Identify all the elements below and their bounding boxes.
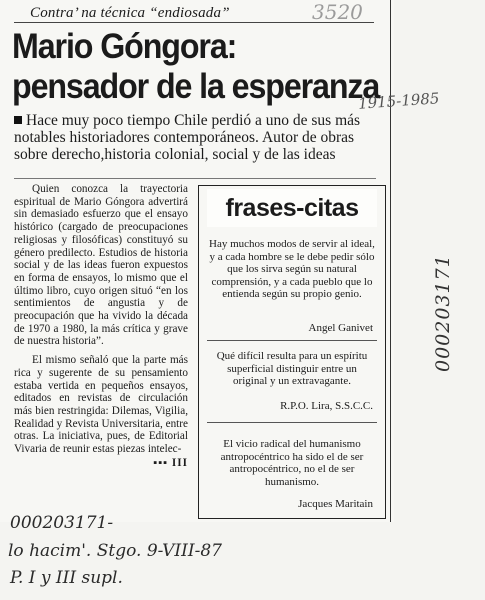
headline-line-2: pensador de la esperanza [12, 67, 380, 106]
quote-2-author: R.P.O. Lira, S.S.C.C. [280, 400, 373, 412]
quote-divider-2 [207, 422, 377, 423]
body-paragraph-1: Quien conozca la trayectoria espiritual de Mario Góngora advertirá sin demasiado esfuerzo que el ensayo histórico (cargado de preocupaciones religiosas y filosóficas) constituyó su género predilecto. Estudios de historia social y de las ideas fueron expuestos en forma de ensayos, lo mismo que el último libro, cuyo origen situó “en los sentimientos de angustia y de preocupación que ha vivido la década de 1970 a 1980, la más crítica y grave de nuestra historia”. [14, 183, 188, 348]
deck-rule [14, 178, 376, 179]
headline [12, 27, 380, 107]
continuation-mark: ▪▪▪ III [153, 456, 188, 469]
handwritten-number-top: 3520 [312, 0, 363, 24]
quotes-box [198, 185, 386, 519]
quote-3-text: El vicio radical del humanismo antropocéntrico ha sido el de ser antropocéntrico, no el de ser humanismo. [220, 438, 364, 488]
deck [14, 112, 380, 163]
quote-2-text: Qué difícil resulta para un espíritu superficial distinguir entre un original y un extravagante. [216, 350, 368, 388]
bullet-square-icon [14, 116, 22, 124]
quote-divider-1 [207, 340, 377, 341]
quote-1-text: Hay muchos modos de servir al ideal, y a cada hombre se le debe pedir sólo que los sirva según su natural comprensión, y a cada pueblo que lo entienda según su propio genio. [209, 238, 375, 301]
handwritten-source-date: lo hacim'. Stgo. 9-VIII-87 [8, 541, 222, 561]
article-body [14, 183, 188, 469]
deck-text: Hace muy poco tiempo Chile perdió a uno de sus más notables historiadores contemporáneos. Autor de obras sobre derecho,historia colonial, social y de las ideas [14, 112, 361, 163]
quotes-box-title: frases-citas [207, 189, 377, 227]
quote-3-author: Jacques Maritain [298, 498, 373, 510]
handwritten-years: 1915-1985 [357, 89, 440, 113]
handwritten-side-code: 000203171 [432, 254, 454, 372]
handwritten-code: 000203171- [10, 513, 114, 533]
body-paragraph-2: El mismo señaló que la parte más rica y sugerente de su pensamiento estaba vertida en pequeños ensayos, editados en revistas de circulación más bien restringida: Dilemas, Vigilia, Realidad y Revista Universitaria, entre otras. La iniciativa, pues, de Editorial Vivaria de reunir estas piezas intelec- [14, 354, 188, 456]
quote-1-author: Angel Ganivet [308, 322, 373, 334]
kicker: Contra’ na técnica “endiosada” [30, 5, 230, 21]
handwritten-pages: P. I y III supl. [10, 568, 123, 588]
headline-line-1: Mario Góngora: [12, 27, 237, 66]
clipping-edge [390, 0, 391, 522]
